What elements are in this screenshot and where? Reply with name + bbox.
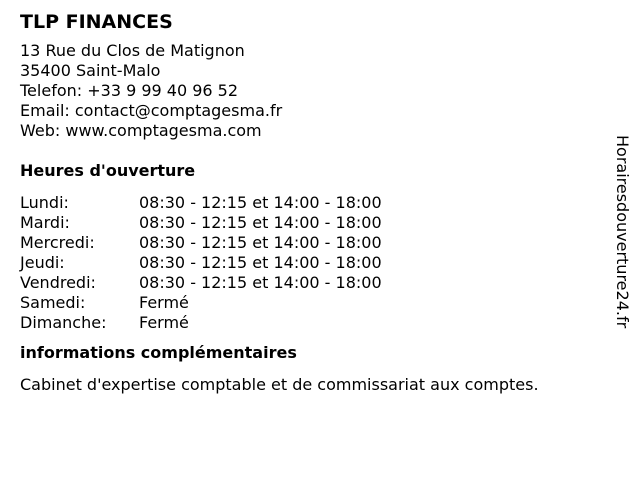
day-hours: 08:30 - 12:15 et 14:00 - 18:00: [139, 193, 382, 212]
day-label: Samedi:: [20, 293, 86, 312]
day-hours: 08:30 - 12:15 et 14:00 - 18:00: [139, 233, 382, 252]
hours-row-saturday: [20, 293, 600, 313]
day-label: Mercredi:: [20, 233, 95, 252]
hours-table: [20, 193, 600, 333]
business-card: [20, 10, 600, 395]
info-heading: informations complémentaires: [20, 343, 297, 362]
day-label: Mardi:: [20, 213, 70, 232]
day-hours: Fermé: [139, 293, 189, 312]
postal-city: 35400 Saint-Malo: [20, 61, 161, 80]
day-label: Jeudi:: [20, 253, 65, 272]
day-hours: 08:30 - 12:15 et 14:00 - 18:00: [139, 253, 382, 272]
hours-row-friday: [20, 273, 600, 293]
hours-row-tuesday: [20, 213, 600, 233]
hours-row-wednesday: [20, 233, 600, 253]
day-hours: 08:30 - 12:15 et 14:00 - 18:00: [139, 213, 382, 232]
hours-row-sunday: [20, 313, 600, 333]
hours-row-thursday: [20, 253, 600, 273]
day-hours: 08:30 - 12:15 et 14:00 - 18:00: [139, 273, 382, 292]
street-address: 13 Rue du Clos de Matignon: [20, 41, 245, 60]
address-block: [20, 41, 600, 141]
day-label: Vendredi:: [20, 273, 96, 292]
day-label: Lundi:: [20, 193, 69, 212]
company-name: TLP FINANCES: [20, 11, 173, 33]
email-line: Email: contact@comptagesma.fr: [20, 101, 283, 120]
day-label: Dimanche:: [20, 313, 107, 332]
hours-row-monday: [20, 193, 600, 213]
info-text: Cabinet d'expertise comptable et de commissariat aux comptes.: [20, 375, 539, 394]
day-hours: Fermé: [139, 313, 189, 332]
site-watermark: Horairesdouverture24.fr: [613, 135, 632, 329]
phone-line: Telefon: +33 9 99 40 96 52: [20, 81, 239, 100]
hours-heading: Heures d'ouverture: [20, 161, 196, 180]
website-line: Web: www.comptagesma.com: [20, 121, 262, 140]
